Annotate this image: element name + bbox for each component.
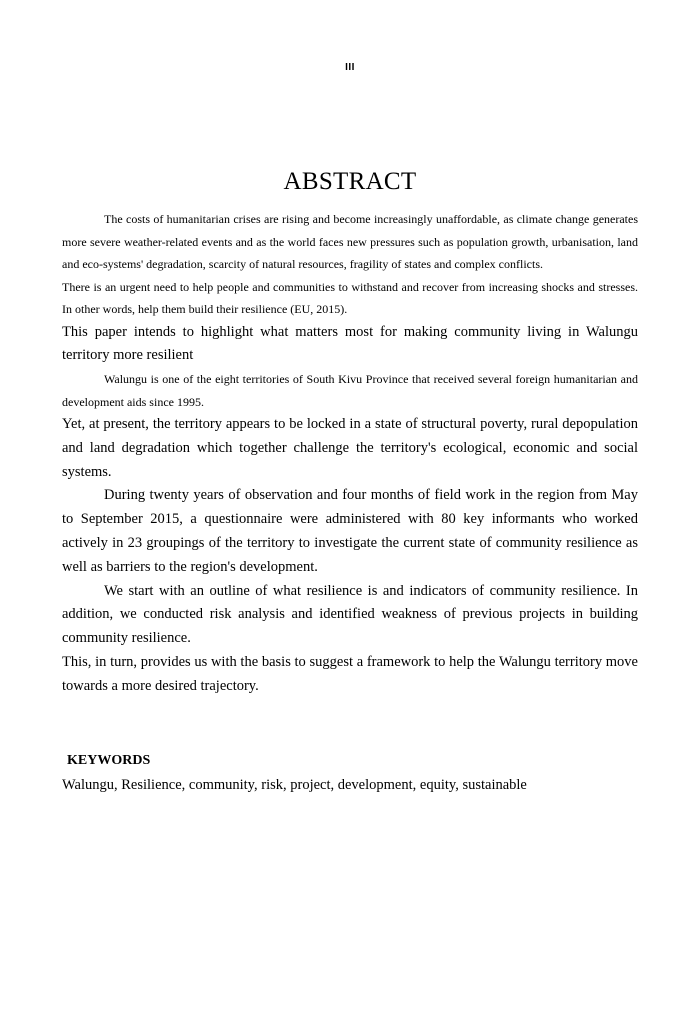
keywords-list: Walungu, Resilience, community, risk, project, development, equity, sustainable	[62, 777, 527, 793]
abstract-paragraph-6: During twenty years of observation and four months of field work in the region from May to September 2015, a questionnaire were administered with 80 key informants who worked actively in 23 groupings of the territory to investigate the current state of community resilience as well as barriers to the region's development.	[62, 487, 638, 575]
abstract-paragraph-7: We start with an outline of what resilience is and indicators of community resilience. In addition, we conducted risk analysis and identified weakness of previous projects in building community resilience.	[62, 582, 638, 647]
page-number: III	[345, 62, 355, 73]
abstract-paragraph-1: The costs of humanitarian crises are rising and become increasingly unaffordable, as climate change generates more severe weather-related events and as the world faces new pressures such as population growth, urbanisation, land and eco-systems' degradation, scarcity of natural resources, fragility of states and complex conflicts.	[62, 212, 638, 271]
abstract-title: ABSTRACT	[283, 168, 417, 195]
keywords-heading: KEYWORDS	[67, 753, 151, 768]
abstract-paragraph-5: Yet, at present, the territory appears to be locked in a state of structural poverty, rural depopulation and land degradation which together challenge the territory's ecological, economic and social systems.	[62, 416, 638, 480]
abstract-paragraph-8: This, in turn, provides us with the basis to suggest a framework to help the Walungu territory move towards a more desired trajectory.	[62, 654, 638, 694]
abstract-body	[62, 208, 638, 699]
abstract-paragraph-2: There is an urgent need to help people and communities to withstand and recover from increasing shocks and stresses. In other words, help them build their resilience (EU, 2015).	[62, 279, 638, 316]
abstract-paragraph-3: This paper intends to highlight what matters most for making community living in Walungu territory more resilient	[62, 323, 638, 364]
abstract-paragraph-4: Walungu is one of the eight territories of South Kivu Province that received several foreign humanitarian and development aids since 1995.	[62, 372, 638, 409]
